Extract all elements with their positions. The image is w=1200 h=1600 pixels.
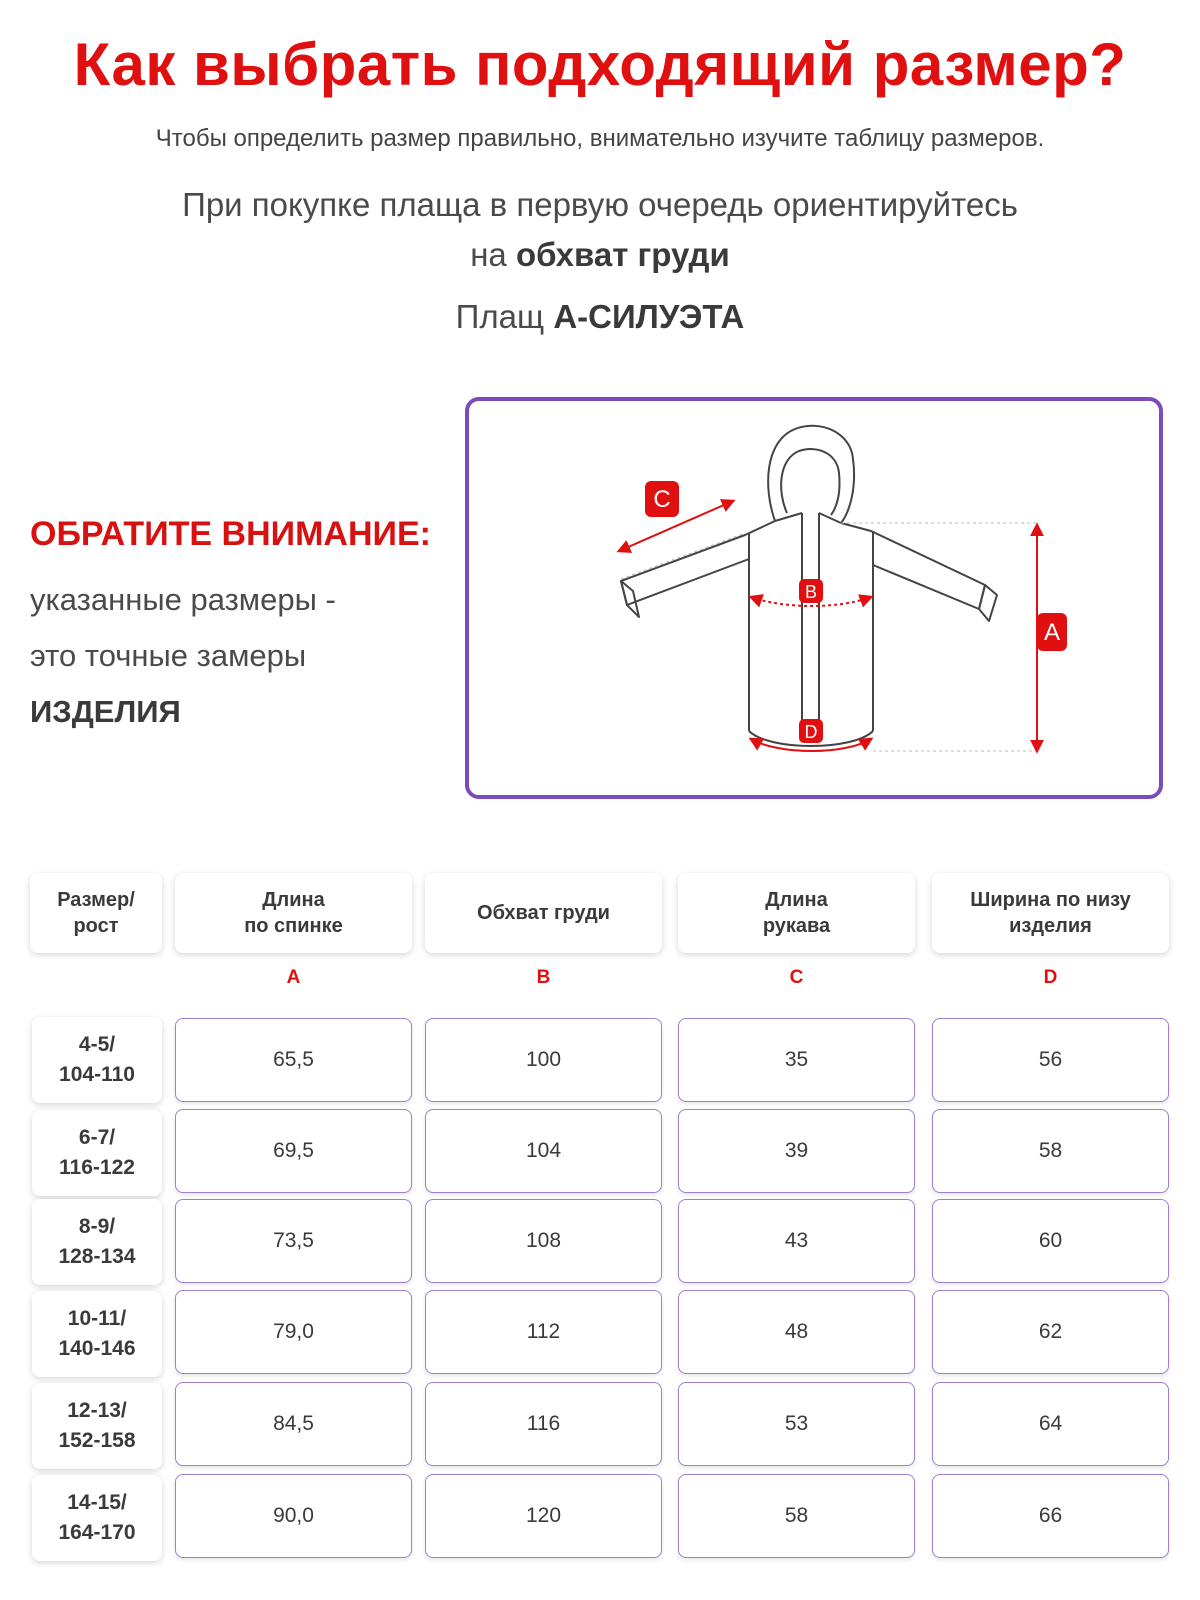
value-cell: 69,5 bbox=[175, 1109, 412, 1193]
lead-prefix: на bbox=[470, 236, 516, 273]
model-title bbox=[0, 298, 1200, 336]
value-cell: 60 bbox=[932, 1199, 1169, 1283]
page-subtitle: Чтобы определить размер правильно, внимательно изучите таблицу размеров. bbox=[155, 125, 1045, 152]
value-cell: 66 bbox=[932, 1474, 1169, 1558]
attention-line-1: указанные размеры - bbox=[30, 582, 336, 617]
label-d: D bbox=[804, 722, 818, 742]
header-size-line-1: Размер/ bbox=[57, 889, 135, 911]
size-label: 14-15/ bbox=[67, 1491, 127, 1514]
attention-line-2: это точные замеры bbox=[30, 638, 307, 673]
lead-emphasis: обхват груди bbox=[515, 236, 730, 273]
lead-text bbox=[0, 180, 1200, 280]
header-size bbox=[30, 873, 162, 953]
hood-inner bbox=[781, 449, 839, 515]
value-cell: 43 bbox=[678, 1199, 915, 1283]
value-cell: 73,5 bbox=[175, 1199, 412, 1283]
label-a-badge bbox=[1037, 613, 1067, 651]
label-d-badge bbox=[799, 719, 823, 743]
header-hem-width bbox=[932, 873, 1169, 953]
value-cell: 39 bbox=[678, 1109, 915, 1193]
header-sleeve-line-2: рукава bbox=[762, 915, 831, 937]
size-cell bbox=[32, 1475, 162, 1561]
column-letter-a: A bbox=[286, 967, 301, 988]
column-letter-c: C bbox=[789, 967, 804, 988]
size-label: 12-13/ bbox=[67, 1399, 127, 1422]
left-cuff bbox=[621, 581, 639, 617]
value-cell: 56 bbox=[932, 1018, 1169, 1102]
value-cell: 112 bbox=[425, 1290, 662, 1374]
size-cell bbox=[32, 1383, 162, 1469]
header-size-line-2: рост bbox=[73, 915, 119, 937]
header-sleeve-line-1: Длина bbox=[765, 889, 828, 911]
header-back-length bbox=[175, 873, 412, 953]
lead-line-1: При покупке плаща в первую очередь ориентируйтесь bbox=[182, 186, 1018, 223]
header-chest-line-1: Обхват груди bbox=[477, 902, 610, 924]
placket bbox=[802, 513, 819, 731]
height-label: 104-110 bbox=[59, 1063, 135, 1086]
label-c-badge bbox=[645, 481, 679, 517]
value-cell: 84,5 bbox=[175, 1382, 412, 1466]
right-sleeve bbox=[841, 523, 985, 609]
height-label: 116-122 bbox=[59, 1156, 135, 1179]
size-cell bbox=[32, 1291, 162, 1377]
header-chest bbox=[425, 873, 662, 953]
attention-line-3: ИЗДЕЛИЯ bbox=[30, 694, 181, 729]
height-label: 140-146 bbox=[58, 1337, 136, 1360]
value-cell: 35 bbox=[678, 1018, 915, 1102]
right-cuff bbox=[979, 585, 997, 621]
header-hem-width-line-2: изделия bbox=[1009, 915, 1092, 937]
value-cell: 62 bbox=[932, 1290, 1169, 1374]
header-back-length-line-2: по спинке bbox=[244, 915, 343, 937]
size-cell bbox=[32, 1017, 162, 1103]
model-prefix: Плащ bbox=[455, 298, 554, 335]
value-cell: 58 bbox=[678, 1474, 915, 1558]
size-label: 4-5/ bbox=[78, 1033, 116, 1056]
height-label: 152-158 bbox=[58, 1429, 136, 1452]
model-name: А-СИЛУЭТА bbox=[553, 298, 745, 335]
header-hem-width-line-1: Ширина по низу bbox=[970, 889, 1131, 911]
value-cell: 108 bbox=[425, 1199, 662, 1283]
value-cell: 58 bbox=[932, 1109, 1169, 1193]
size-cell bbox=[32, 1110, 162, 1196]
hood-outline bbox=[768, 426, 854, 523]
label-a: A bbox=[1043, 619, 1061, 646]
value-cell: 79,0 bbox=[175, 1290, 412, 1374]
value-cell: 100 bbox=[425, 1018, 662, 1102]
header-sleeve bbox=[678, 873, 915, 953]
size-label: 10-11/ bbox=[67, 1307, 127, 1330]
size-label: 6-7/ bbox=[78, 1126, 116, 1149]
left-sleeve bbox=[621, 521, 775, 605]
value-cell: 90,0 bbox=[175, 1474, 412, 1558]
size-label: 8-9/ bbox=[78, 1215, 116, 1238]
attention-heading: ОБРАТИТЕ ВНИМАНИЕ: bbox=[30, 515, 431, 553]
lead-line-2 bbox=[0, 230, 1200, 280]
label-c: C bbox=[653, 486, 671, 513]
value-cell: 104 bbox=[425, 1109, 662, 1193]
value-cell: 65,5 bbox=[175, 1018, 412, 1102]
value-cell: 116 bbox=[425, 1382, 662, 1466]
height-label: 128-134 bbox=[58, 1245, 136, 1268]
measurement-diagram bbox=[465, 397, 1163, 799]
height-label: 164-170 bbox=[58, 1521, 136, 1544]
label-b: B bbox=[804, 582, 818, 602]
raincoat-outline-icon bbox=[469, 401, 1159, 795]
value-cell: 64 bbox=[932, 1382, 1169, 1466]
value-cell: 48 bbox=[678, 1290, 915, 1374]
header-back-length-line-1: Длина bbox=[262, 889, 325, 911]
attention-note bbox=[30, 515, 450, 740]
value-cell: 53 bbox=[678, 1382, 915, 1466]
column-letter-b: B bbox=[536, 967, 551, 988]
size-cell bbox=[32, 1199, 162, 1285]
page-title: Как выбрать подходящий размер? bbox=[73, 31, 1127, 98]
value-cell: 120 bbox=[425, 1474, 662, 1558]
label-b-badge bbox=[799, 579, 823, 603]
column-letter-d: D bbox=[1043, 967, 1058, 988]
